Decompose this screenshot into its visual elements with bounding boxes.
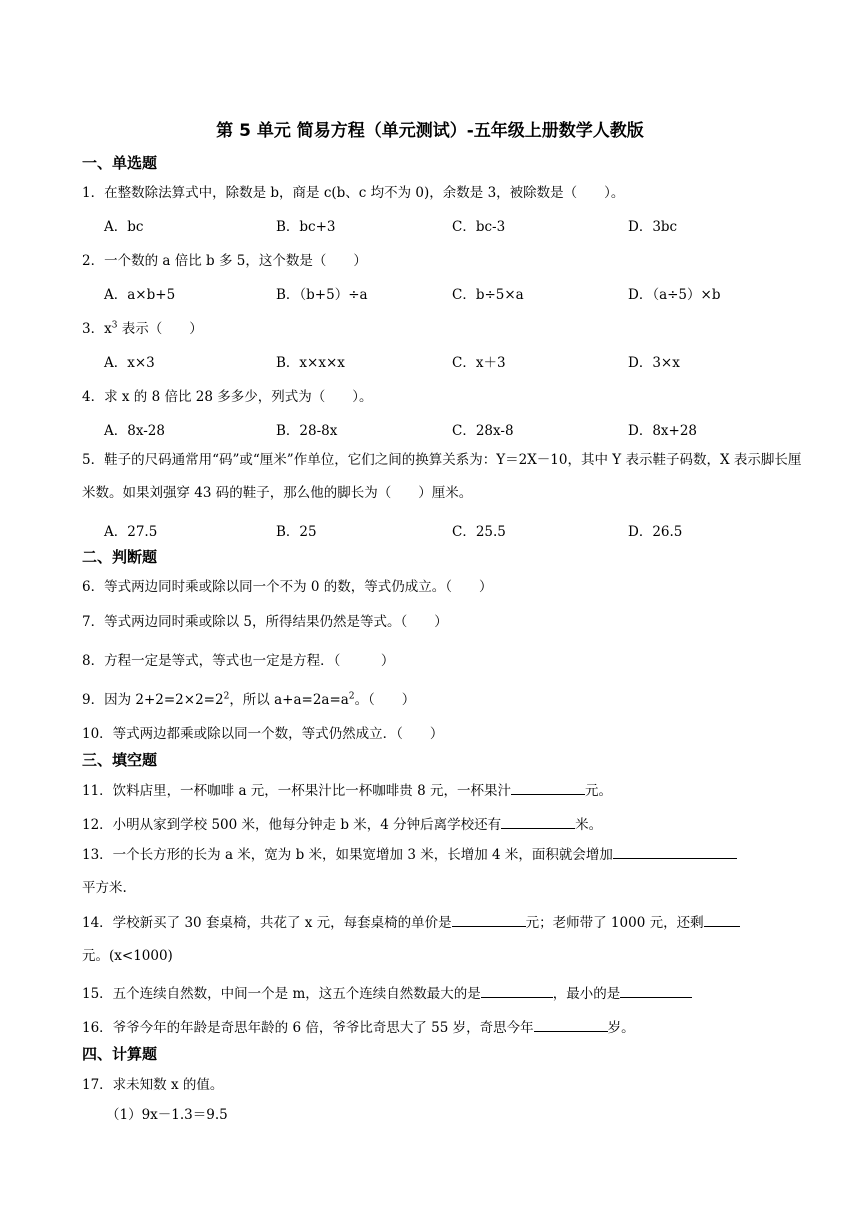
question-11 bbox=[82, 779, 612, 799]
exponent: 3 bbox=[111, 320, 118, 331]
question-7: 7．等式两边同时乘或除以 5，所得结果仍然是等式。（ ） bbox=[82, 614, 448, 630]
answer-blank[interactable] bbox=[613, 844, 737, 859]
question-13-text: 13．一个长方形的长为 a 米，宽为 b 米，如果宽增加 3 米，长增加 4 米，面积就会增加 bbox=[82, 847, 613, 863]
question-2: 2．一个数的 a 倍比 b 多 5，这个数是（ ） bbox=[82, 253, 367, 269]
question-13 bbox=[82, 839, 812, 905]
question-14-text: 14．学校新买了 30 套桌椅，共花了 x 元，每套桌椅的单价是 bbox=[82, 915, 452, 931]
answer-blank[interactable] bbox=[511, 780, 585, 795]
section-heading-fill-blank: 三、填空题 bbox=[82, 751, 158, 769]
option-c[interactable]: C．b÷5×a bbox=[452, 287, 524, 303]
option-a[interactable]: A．x×3 bbox=[104, 355, 155, 371]
option-c[interactable]: C．28x-8 bbox=[452, 423, 514, 439]
question-15-mid: ，最小的是 bbox=[552, 986, 621, 1002]
question-6: 6．等式两边同时乘或除以同一个不为 0 的数，等式仍成立。（ ） bbox=[82, 579, 493, 595]
option-b[interactable]: B．25 bbox=[276, 524, 317, 540]
exponent: 2 bbox=[348, 691, 355, 702]
question-1: 1．在整数除法算式中，除数是 b，商是 c(b、c 均不为 0)，余数是 3，被除数是（ ）。 bbox=[82, 185, 625, 201]
exponent: 2 bbox=[223, 691, 230, 702]
answer-blank[interactable] bbox=[534, 1017, 608, 1032]
question-17-part-1: （1）9x－1.3＝9.5 bbox=[106, 1107, 228, 1123]
question-12 bbox=[82, 813, 602, 833]
option-c[interactable]: C．25.5 bbox=[452, 524, 506, 540]
question-14-mid: 元；老师带了 1000 元，还剩 bbox=[525, 915, 704, 931]
option-d[interactable]: D．8x+28 bbox=[628, 423, 698, 439]
option-a[interactable]: A．27.5 bbox=[104, 524, 158, 540]
option-a[interactable]: A．a×b+5 bbox=[104, 287, 176, 303]
answer-blank[interactable] bbox=[481, 983, 553, 998]
option-a[interactable]: A．bc bbox=[104, 219, 144, 235]
option-b[interactable]: B．28-8x bbox=[276, 423, 338, 439]
question-3-pre: 3．x bbox=[82, 321, 112, 337]
option-b[interactable]: B．（b+5）÷a bbox=[276, 287, 368, 303]
question-15 bbox=[82, 982, 692, 1002]
question-3-post: 表示（ ） bbox=[117, 321, 203, 337]
question-16-text: 16．爷爷今年的年龄是奇思年龄的 6 倍，爷爷比奇思大了 55 岁，奇思今年 bbox=[82, 1020, 534, 1036]
question-5: 5．鞋子的尺码通常用“码”或“厘米”作单位，它们之间的换算关系为：Y＝2X－10，其中 Y 表示鞋子码数，X 表示脚长厘米数。如果刘强穿 43 码的鞋子，那么他的脚长为（ ）厘米。 bbox=[82, 452, 802, 501]
question-14-tail: 元。(x<1000) bbox=[82, 948, 173, 964]
question-10: 10．等式两边都乘或除以同一个数，等式仍然成立．（ ） bbox=[82, 726, 444, 742]
option-d[interactable]: D．3bc bbox=[628, 219, 678, 235]
section-heading-calculation: 四、计算题 bbox=[82, 1045, 158, 1063]
page-title: 第 5 单元 简易方程（单元测试）-五年级上册数学人教版 bbox=[216, 121, 644, 141]
option-d[interactable]: D．（a÷5）×b bbox=[628, 287, 721, 303]
question-11-unit: 元。 bbox=[584, 783, 612, 799]
option-c[interactable]: C．x＋3 bbox=[452, 355, 506, 371]
answer-blank[interactable] bbox=[501, 814, 575, 829]
question-13-unit: 平方米. bbox=[82, 880, 127, 896]
option-b[interactable]: B．bc+3 bbox=[276, 219, 336, 235]
answer-blank[interactable] bbox=[620, 983, 692, 998]
question-12-text: 12．小明从家到学校 500 米，他每分钟走 b 米，4 分钟后离学校还有 bbox=[82, 817, 502, 833]
question-11-text: 11．饮料店里，一杯咖啡 a 元，一杯果汁比一杯咖啡贵 8 元，一杯果汁 bbox=[82, 783, 511, 799]
question-9 bbox=[82, 688, 415, 708]
question-9-part-a: 9．因为 2+2=2×2=2 bbox=[82, 692, 224, 708]
answer-blank[interactable] bbox=[452, 912, 526, 927]
question-4: 4．求 x 的 8 倍比 28 多多少，列式为（ ）。 bbox=[82, 389, 373, 405]
option-d[interactable]: D．26.5 bbox=[628, 524, 683, 540]
question-16-unit: 岁。 bbox=[607, 1020, 635, 1036]
answer-blank[interactable] bbox=[704, 912, 740, 927]
option-c[interactable]: C．bc-3 bbox=[452, 219, 506, 235]
question-8: 8．方程一定是等式，等式也一定是方程．（ ） bbox=[82, 653, 395, 669]
section-heading-single-choice: 一、单选题 bbox=[82, 154, 158, 172]
question-16 bbox=[82, 1016, 635, 1036]
section-heading-true-false: 二、判断题 bbox=[82, 548, 158, 566]
option-a[interactable]: A．8x-28 bbox=[104, 423, 165, 439]
question-14 bbox=[82, 907, 812, 973]
option-d[interactable]: D．3×x bbox=[628, 355, 680, 371]
question-9-part-c: 。（ ） bbox=[354, 692, 416, 708]
question-3 bbox=[82, 317, 203, 337]
question-17: 17．求未知数 x 的值。 bbox=[82, 1077, 224, 1093]
question-9-part-b: ，所以 a+a=2a=a bbox=[229, 692, 349, 708]
option-b[interactable]: B．x×x×x bbox=[276, 355, 345, 371]
question-12-unit: 米。 bbox=[575, 817, 603, 833]
question-15-text: 15．五个连续自然数，中间一个是 m，这五个连续自然数最大的是 bbox=[82, 986, 481, 1002]
